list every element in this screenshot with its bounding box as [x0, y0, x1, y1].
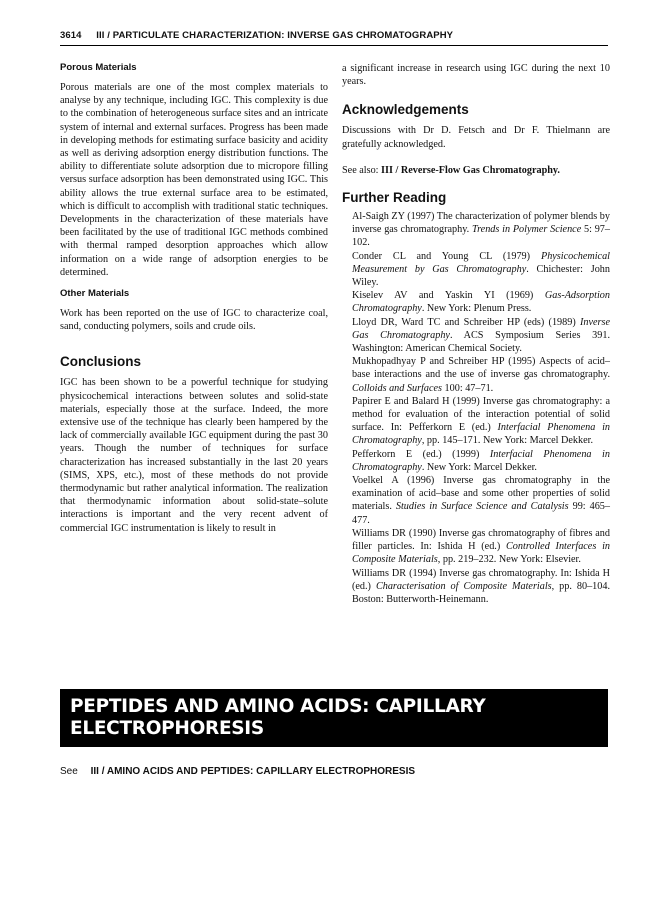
reference-title: Trends in Polymer Science: [471, 224, 582, 236]
reference-text: Conder CL and Young CL (1979): [352, 250, 541, 262]
reference-item: [342, 210, 610, 250]
section-title-banner: [60, 689, 608, 747]
further-reading-heading: Further Reading: [342, 190, 447, 206]
see-also-link[interactable]: III / Reverse-Flow Gas Chromatography.: [381, 164, 560, 176]
reference-item: [342, 316, 610, 356]
section-title: [70, 696, 590, 740]
page-number: 3614: [60, 30, 82, 41]
right-column: [342, 62, 610, 606]
reference-text: Lloyd DR, Ward TC and Schreiber HP (eds) (1989): [352, 316, 581, 328]
header-rule: [60, 45, 608, 46]
section-title-line-1: PEPTIDES AND AMINO ACIDS: CAPILLARY: [70, 696, 486, 717]
reference-title: Interfacial Phenomena in Chromatography: [352, 448, 610, 473]
reference-details: , pp. 219–232. New York: Elsevier.: [437, 554, 581, 566]
reference-title: Characterisation of Composite Materials: [375, 580, 552, 592]
cross-reference-label: See: [60, 766, 78, 777]
reference-title: Physicochemical Measurement by Gas Chromatography: [352, 250, 610, 275]
reference-text: Williams DR (1990) Inverse gas chromatography of fibres and filler particles. In: Ishida H (ed.): [352, 527, 610, 553]
reference-title: Controlled Interfaces in Composite Materials: [352, 541, 610, 566]
reference-details: 5: 97–102.: [352, 224, 610, 249]
see-also-label: See also:: [342, 164, 379, 176]
reference-text: Williams DR (1994) Inverse gas chromatography. In: Ishida H (ed.): [352, 567, 610, 592]
reference-item: [342, 474, 610, 527]
reference-details: , pp. 80–104. Boston: Butterworth-Heinemann.: [352, 580, 610, 605]
reference-item: [342, 527, 610, 567]
other-materials-paragraph: Work has been reported on the use of IGC to characterize coal, sand, conducting polymers, soils and crude oils.: [60, 308, 328, 333]
running-title: III / PARTICULATE CHARACTERIZATION: INVERSE GAS CHROMATOGRAPHY: [96, 30, 454, 41]
porous-materials-paragraph: Porous materials are one of the most complex materials to analyse by any technique, including IGC. This complexity is due to the combination of heterogeneous surface sites and an intricate system of internal and external surfaces. Progress has been made in developing methods for estimating surface basicity and acidity as well as deriving adsorption energy distribution functions. The ability to differentiate solute adsorption due to micropore filling versus surface adsorption has been demonstrated using IGC. This ability allows the true external surface area to be estimated, which is difficult to accomplish with traditional static techniques. Developments in the characterization of these materials have been facilitated by the use of traditional IGC methods combined with thermal ramped desorption approaches which allow information on a wide range of adsorption energies to be determined.: [60, 82, 328, 278]
acknowledgements-heading: Acknowledgements: [342, 102, 469, 118]
porous-materials-heading: Porous Materials: [60, 62, 137, 73]
reference-item: [342, 289, 610, 315]
reference-details: 100: 47–71.: [442, 382, 494, 394]
cross-reference-link[interactable]: III / AMINO ACIDS AND PEPTIDES: CAPILLARY ELECTROPHORESIS: [90, 766, 416, 777]
reference-title: Interfacial Phenomena in Chromatography: [352, 422, 610, 447]
reference-item: [342, 567, 610, 607]
reference-details: . New York: Plenum Press.: [421, 303, 532, 315]
reference-title: Studies in Surface Science and Catalysis: [395, 501, 569, 513]
reference-details: . New York: Marcel Dekker.: [421, 461, 537, 473]
acknowledgements-paragraph: Discussions with Dr D. Fetsch and Dr F. Thielmann are gratefully acknowledged.: [342, 125, 610, 150]
other-materials-heading: Other Materials: [60, 288, 130, 300]
running-header: [60, 30, 608, 41]
reference-details: 99: 465–477.: [352, 501, 610, 526]
reference-text: Al-Saigh ZY (1997) The characterization of polymer blends by inverse gas chromatography.: [352, 211, 610, 236]
reference-title: Inverse Gas Chromatography: [352, 316, 610, 341]
reference-text: Kiselev AV and Yaskin YI (1969): [352, 290, 545, 302]
reference-title: Gas-Adsorption Chromatography: [352, 290, 610, 315]
reference-details: . Chichester: John Wiley.: [352, 263, 610, 289]
see-also: [342, 164, 610, 177]
reference-text: Mukhopadhyay P and Schreiber HP (1995) Aspects of acid–base interactions and the use of inverse gas chromatography.: [352, 356, 610, 381]
reference-item: [342, 448, 610, 474]
reference-item: [342, 355, 610, 395]
reference-text: Voelkel A (1996) Inverse gas chromatography in the examination of acid–base and some other properties of solid materials.: [352, 475, 610, 513]
conclusions-heading: Conclusions: [60, 354, 142, 370]
conclusions-continuation: a significant increase in research using IGC during the next 10 years.: [342, 63, 610, 88]
section-title-line-2: ELECTROPHORESIS: [70, 718, 264, 739]
reference-list: [342, 210, 610, 606]
left-column: [60, 62, 328, 535]
reference-details: . ACS Symposium Series 391. Washington: American Chemical Society.: [352, 329, 610, 355]
reference-details: , pp. 145–171. New York: Marcel Dekker.: [421, 435, 593, 447]
reference-text: Pefferkorn E (ed.) (1999): [352, 448, 490, 460]
reference-item: [342, 395, 610, 448]
cross-reference: [60, 766, 415, 777]
reference-text: Papirer E and Balard H (1999) Inverse gas chromatography: a method for evaluation of the interaction potential of solid surface. In: Pefferkorn E (ed.): [352, 395, 610, 434]
conclusions-paragraph: IGC has been shown to be a powerful technique for studying physicochemical interactions between solutes and solid-state materials, especially those at the surface. Indeed, the more extensive use of the technique has clearly been hampered by the lack of commercially available IGC equipment during the past 30 years. Though the number of techniques for surface characterization has increased substantially in the last 20 years (SIMS, XPS, etc.), most of these methods do not provide thermodynamic but rather analytical information. The realization that thermodynamic information about solid-state–solute interactions is important and the very recent advent of commercial IGC instrumentation is likely to result in: [60, 377, 328, 534]
reference-item: [342, 250, 610, 290]
reference-title: Colloids and Surfaces: [352, 382, 442, 394]
